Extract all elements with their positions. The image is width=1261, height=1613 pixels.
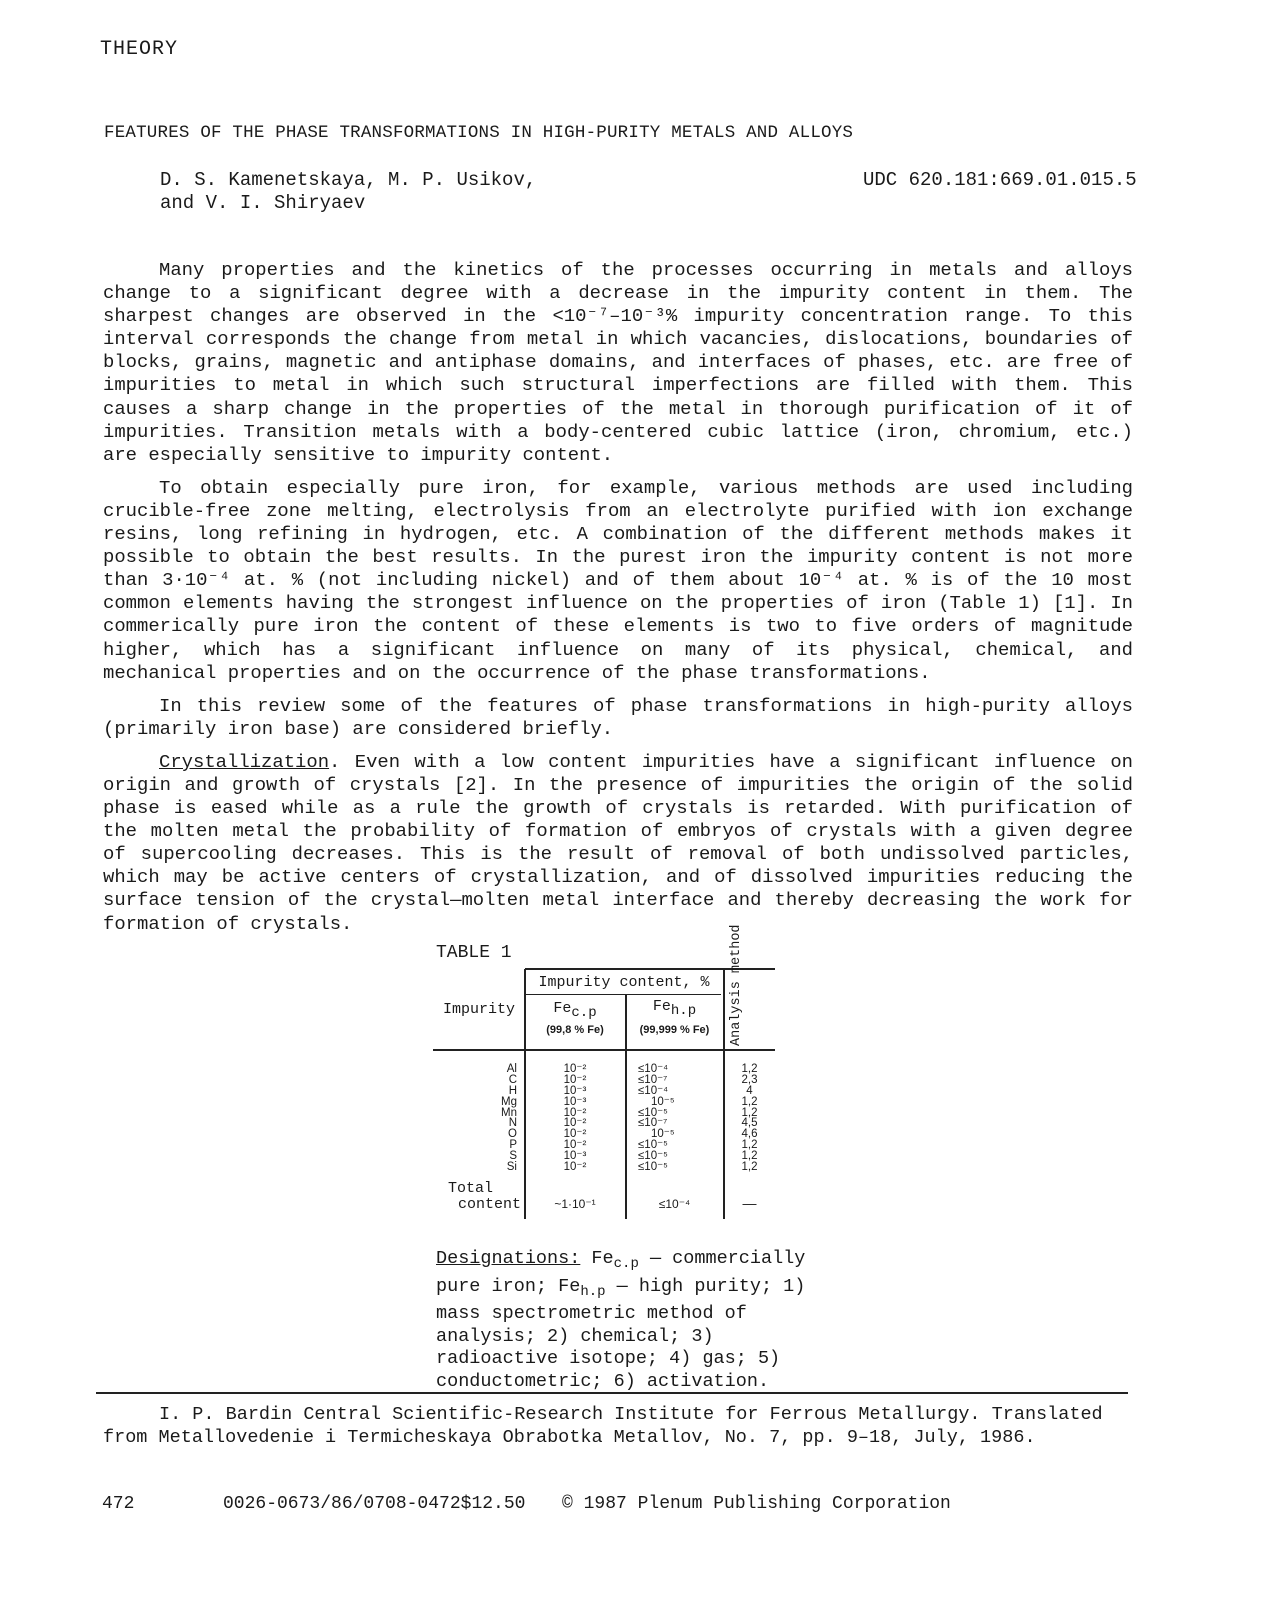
total-label-1: Total <box>447 1180 493 1197</box>
fehp-cell: ≤10⁻⁷ <box>638 1117 668 1130</box>
method-cell: 4 <box>746 1084 753 1097</box>
method-column <box>724 1064 775 1173</box>
designations-heading: Designations: <box>436 1248 581 1269</box>
fecp-cell: 10⁻³ <box>563 1150 587 1163</box>
impurity-cell: Al <box>506 1063 517 1075</box>
table-designations: Designations: $Fe_{c.p}$ — commercially pure iron; $Fe_{h.p}$ — high purity; 1) mass spectrometric method of analysis; 2) chemical; 3) radioactive isotope; 4) gas; 5) conductometric; 6) activation. <box>436 1248 806 1392</box>
fecp-cell: 10⁻² <box>563 1139 587 1152</box>
impurity-cell: O <box>508 1128 517 1141</box>
fehp-cell: ≤10⁻⁵ <box>638 1161 668 1174</box>
fecp-cell: 10⁻² <box>563 1063 587 1075</box>
fehp-cell: ≤10⁻⁷ <box>638 1073 668 1086</box>
col-fecp-header: $Fe_{c.p}$ <box>553 1000 597 1021</box>
impurity-cell: P <box>509 1139 517 1152</box>
paragraph-1: Many properties and the kinetics of the processes occurring in metals and alloys change to a significant degree with a decrease in the impurity content in them. The sharpest changes are observed in the <10⁻⁷–10⁻³% impurity concentration range. To this interval corresponds the change from metal in which vacancies, dislocations, boundaries of blocks, grains, magnetic and antiphase domains, and interfaces of phases, etc. are free of impurities to metal in which such structural imperfections are filled with them. This causes a sharp change in the properties of the metal in thorough purification of it of impurities. Transition metals with a body-centered cubic lattice (iron, chromium, etc.) are especially sensitive to impurity content. <box>103 259 1133 466</box>
fecp-cell: 10⁻² <box>563 1161 587 1174</box>
fehp-column <box>638 1064 718 1173</box>
col-fehp-note: (99,999 % Fe) <box>639 1024 710 1036</box>
publication-code: 0026-0673/86/0708-0472$12.50 <box>223 1494 526 1514</box>
fecp-cell: 10⁻² <box>563 1117 587 1130</box>
page-number: 472 <box>102 1494 135 1514</box>
authors-line-1: D. S. Kamenetskaya, M. P. Usikov, <box>160 169 537 191</box>
paragraph-4 <box>103 751 1133 936</box>
fecp-cell: 10⁻³ <box>563 1095 587 1108</box>
col-impurity-header: Impurity <box>442 1001 515 1018</box>
method-cell: 1,2 <box>741 1095 758 1108</box>
copyright: © 1987 Plenum Publishing Corporation <box>562 1494 951 1514</box>
method-cell: 1,2 <box>741 1150 758 1163</box>
fehp-cell: 10⁻⁵ <box>651 1095 675 1108</box>
impurity-cell: Si <box>506 1161 517 1174</box>
fehp-cell: ≤10⁻⁴ <box>638 1084 669 1097</box>
fehp-cell: ≤10⁻⁴ <box>638 1063 669 1075</box>
footnote <box>103 1403 1133 1449</box>
fecp-cell: 10⁻² <box>563 1106 587 1119</box>
fecp-cell: 10⁻² <box>563 1073 587 1086</box>
paragraph-4-text: . Even with a low content impurities have a significant influence on origin and growth of crystals [2]. In the presence of impurities the origin of the solid phase is eased while as a rule the growth of crystals is retarded. With purification of the molten metal the probability of formation of embryos of crystals with a given degree of supercooling decreases. This is the result of removal of both undissolved particles, which may be active centers of crystallization, and of dissolved impurities reducing the surface tension of the crystal—molten metal interface and thereby decreasing the work for formation of crystals. <box>103 750 1133 935</box>
method-cell: 4,6 <box>741 1128 758 1141</box>
col-fehp-header: $Fe_{h.p}$ <box>652 998 697 1019</box>
method-cell: 1,2 <box>741 1106 758 1119</box>
fecp-column <box>525 1064 625 1173</box>
impurity-cell: H <box>508 1084 517 1097</box>
method-cell: 1,2 <box>741 1063 758 1075</box>
impurity-cell: Mn <box>501 1106 517 1119</box>
body-text <box>103 259 1133 936</box>
fehp-cell: ≤10⁻⁵ <box>638 1150 668 1163</box>
col-fecp-note: (99,8 % Fe) <box>546 1024 604 1036</box>
col-method-header: Analysis method <box>729 924 744 1046</box>
method-cell: 1,2 <box>741 1139 758 1152</box>
table-caption: TABLE 1 <box>436 943 512 963</box>
col-group-header: Impurity content, % <box>538 974 710 991</box>
total-label-2: content <box>457 1196 521 1213</box>
total-fecp: ~1·10⁻¹ <box>554 1197 596 1211</box>
total-fehp: ≤10⁻⁴ <box>658 1197 691 1211</box>
total-method: — <box>742 1195 757 1211</box>
udc-code: UDC 620.181:669.01.015.5 <box>863 169 1137 191</box>
authors-line-2: and V. I. Shiryaev <box>160 192 366 214</box>
authors <box>160 169 536 215</box>
paragraph-3: In this review some of the features of phase transformations in high-purity alloys (primarily iron base) are considered briefly. <box>103 694 1133 740</box>
fecp-cell: 10⁻³ <box>563 1084 587 1097</box>
method-cell: 1,2 <box>741 1161 758 1174</box>
method-cell: 4,5 <box>741 1117 758 1130</box>
section-label: THEORY <box>100 38 179 61</box>
fehp-cell: 10⁻⁵ <box>651 1128 675 1141</box>
article-title: FEATURES OF THE PHASE TRANSFORMATIONS IN HIGH-PURITY METALS AND ALLOYS <box>104 123 854 143</box>
impurity-cell: N <box>508 1117 517 1130</box>
impurity-cell: S <box>509 1150 517 1163</box>
footnote-text: I. P. Bardin Central Scientific-Research Institute for Ferrous Metallurgy. Translated from Metallovedenie i Termicheskaya Obrabotka Metallov, No. 7, pp. 9–18, July, 1986. <box>103 1404 1103 1448</box>
footnote-divider <box>96 1392 1128 1394</box>
method-cell: 2,3 <box>741 1073 758 1086</box>
impurity-cell: Mg <box>501 1095 517 1108</box>
paragraph-2: To obtain especially pure iron, for example, various methods are used including crucible-free zone melting, electrolysis from an electrolyte purified with ion exchange resins, long refining in hydrogen, etc. A combination of the different methods makes it possible to obtain the best results. In the purest iron the impurity content is not more than 3·10⁻⁴ at. % (not including nickel) and of them about 10⁻⁴ at. % is of the 10 most common elements having the strongest influence on the properties of iron (Table 1) [1]. In commerically pure iron the content of these elements is two to five orders of magnitude higher, which has a significant influence on many of its physical, chemical, and mechanical properties and on the occurrence of the phase transformations. <box>103 476 1133 684</box>
crystallization-heading: Crystallization <box>159 750 330 773</box>
fecp-cell: 10⁻² <box>563 1128 587 1141</box>
impurity-column <box>451 1064 521 1173</box>
fehp-cell: ≤10⁻⁵ <box>638 1139 668 1152</box>
fehp-cell: ≤10⁻⁵ <box>638 1106 668 1119</box>
impurity-cell: C <box>508 1073 517 1086</box>
